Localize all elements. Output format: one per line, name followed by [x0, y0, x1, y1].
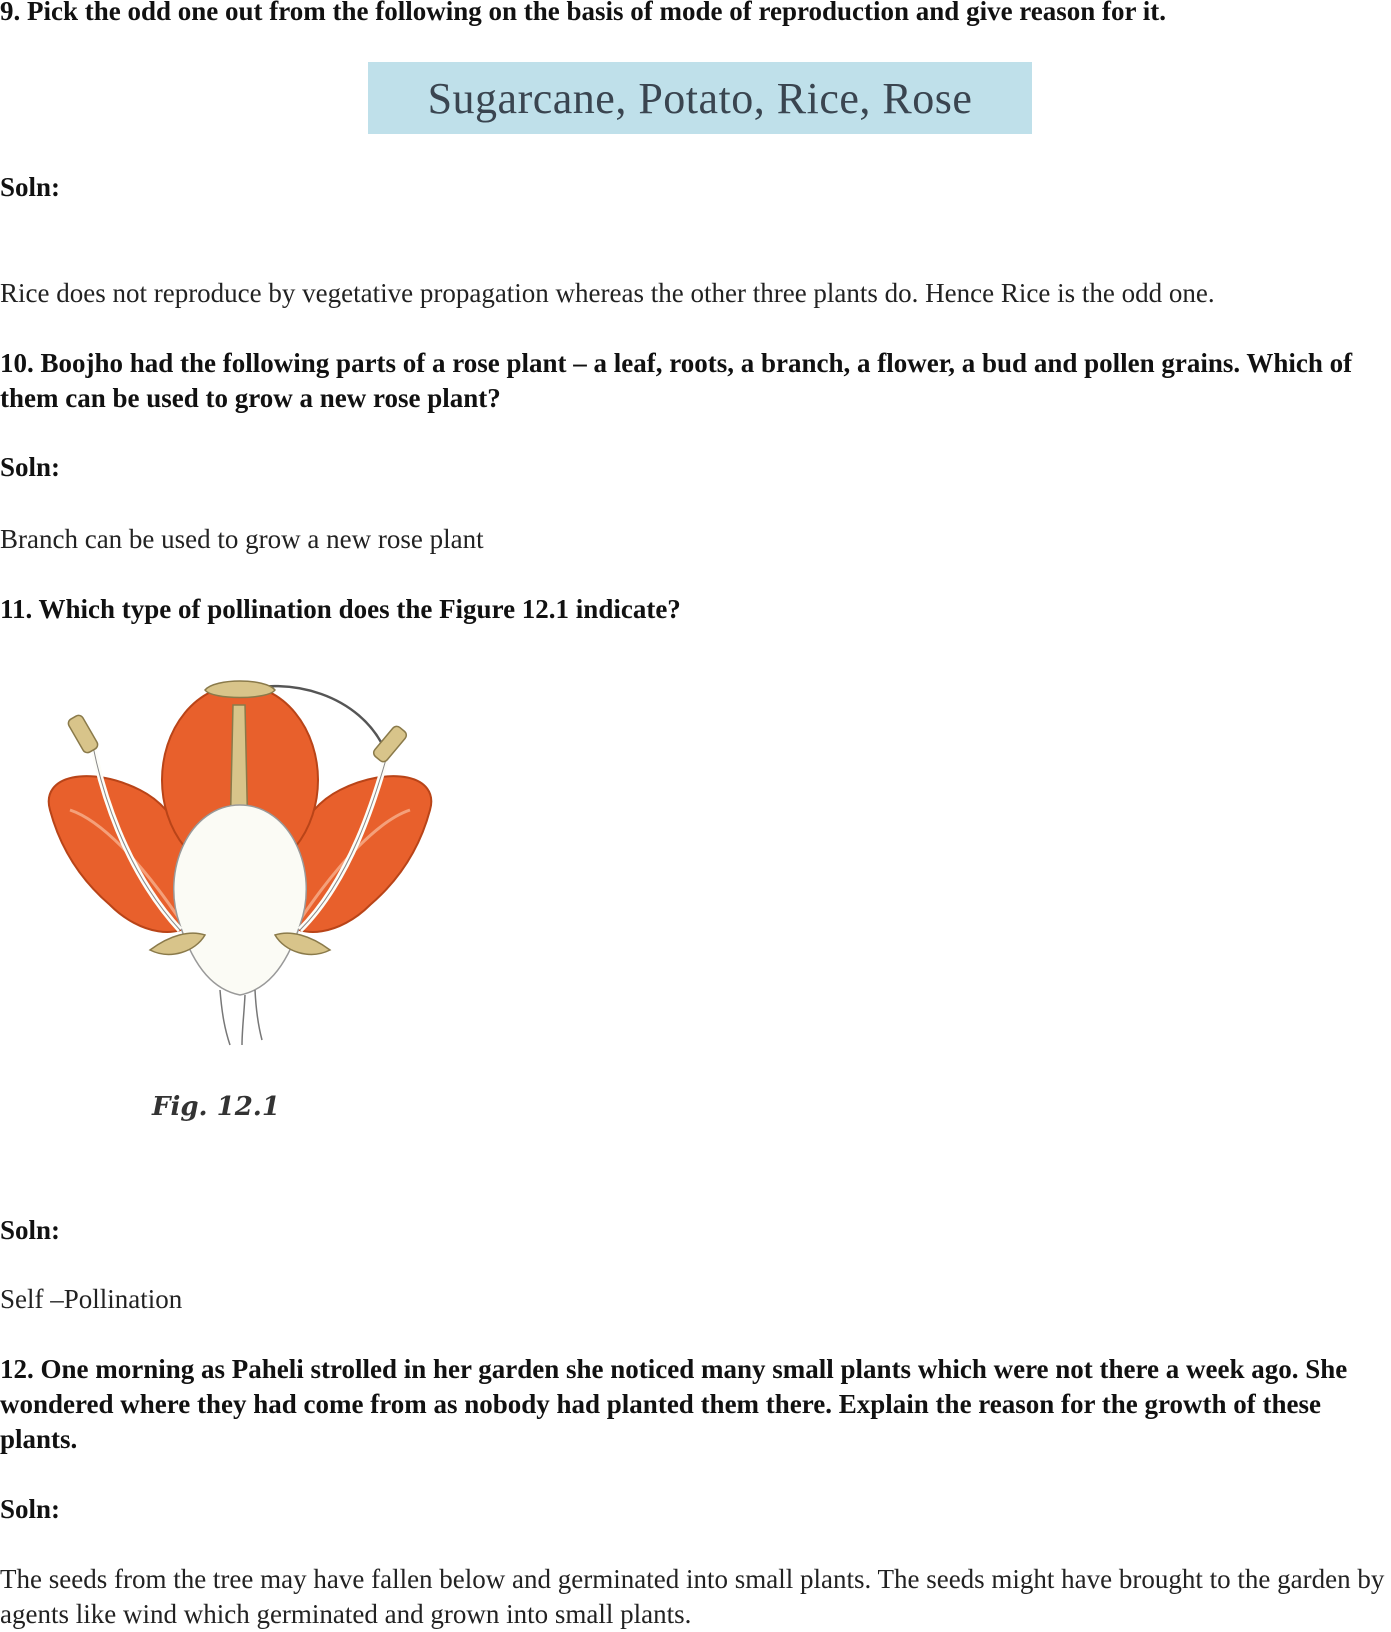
soln-label-12: Soln: [0, 1494, 61, 1524]
options-box [368, 62, 1032, 134]
left-anther [67, 714, 100, 755]
options-text: Sugarcane, Potato, Rice, Rose [427, 73, 973, 123]
soln-label-9: Soln: [0, 172, 61, 202]
question-12: 12. One morning as Paheli strolled in her garden she noticed many small plants which were not there a week ago. She wondered where they had come from as nobody had planted them there. Explain the reason for the growth of these plants. [0, 1354, 1348, 1454]
figure-caption: Fig. 12.1 [152, 1092, 280, 1122]
pedicel [220, 990, 262, 1045]
flower-figure [30, 670, 450, 1060]
flower-illustration [30, 670, 450, 1060]
question-9: 9. Pick the odd one out from the following on the basis of mode of reproduction and give reason for it. [0, 0, 1167, 26]
right-anther [372, 724, 409, 763]
ovary [174, 805, 307, 995]
answer-10: Branch can be used to grow a new rose plant [0, 524, 484, 554]
answer-12: The seeds from the tree may have fallen below and germinated into small plants. The seeds might have brought to the garden by agents like wind which germinated and grown into small plants. [0, 1564, 1385, 1629]
soln-label-10: Soln: [0, 452, 61, 482]
stigma [205, 681, 275, 698]
question-10: 10. Boojho had the following parts of a rose plant – a leaf, roots, a branch, a flower, a bud and pollen grains. Which of them can be used to grow a new rose plant? [0, 348, 1353, 413]
answer-9: Rice does not reproduce by vegetative propagation whereas the other three plants do. Hence Rice is the odd one. [0, 278, 1215, 308]
answer-11: Self –Pollination [0, 1284, 183, 1314]
question-11: 11. Which type of pollination does the Figure 12.1 indicate? [0, 594, 681, 624]
soln-label-11: Soln: [0, 1215, 61, 1245]
